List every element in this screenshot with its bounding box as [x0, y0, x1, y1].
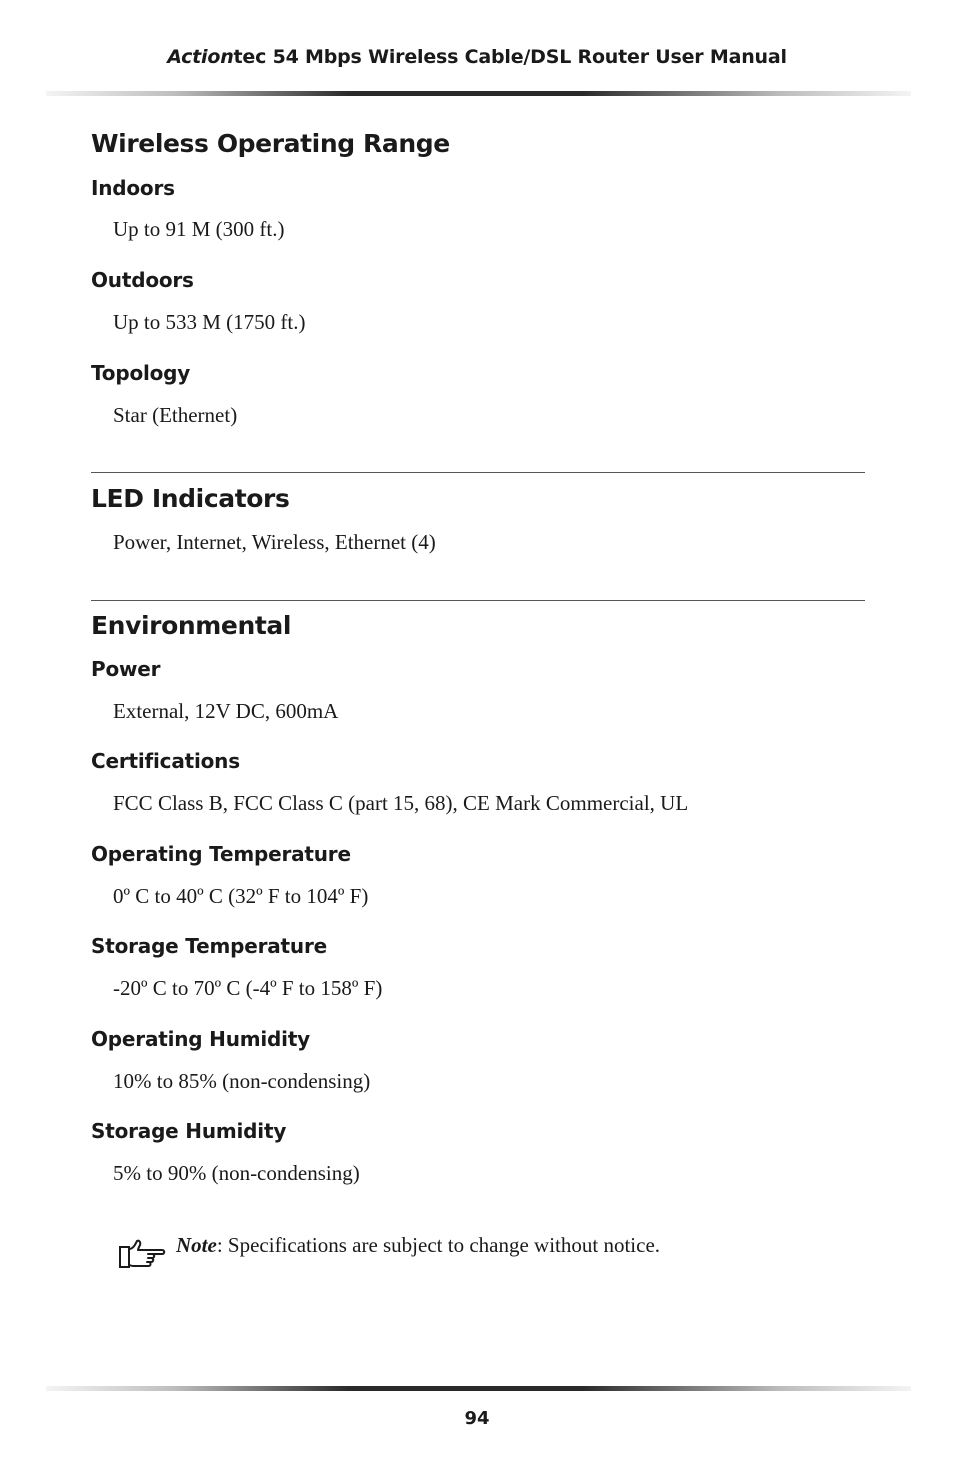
certifications-value: FCC Class B, FCC Class C (part 15, 68), CE Mark Commercial, UL [113, 791, 689, 815]
operating-temperature-value: 0º C to 40º C (32º F to 104º F) [113, 884, 369, 908]
section-divider [91, 600, 865, 601]
indoors-label: Indoors [91, 176, 175, 200]
power-label: Power [91, 657, 161, 681]
topology-label: Topology [91, 361, 191, 385]
note [118, 1235, 660, 1269]
environmental-heading: Environmental [91, 611, 292, 640]
note-body: : Specifications are subject to change without notice. [216, 1233, 661, 1257]
header-brand-italic: Action [167, 46, 234, 68]
pointing-hand-icon [118, 1239, 170, 1269]
indoors-value: Up to 91 M (300 ft.) [113, 217, 285, 241]
power-value: External, 12V DC, 600mA [113, 699, 339, 723]
operating-humidity-value: 10% to 85% (non-condensing) [113, 1069, 371, 1093]
storage-humidity-value: 5% to 90% (non-condensing) [113, 1161, 360, 1185]
led-indicators-value: Power, Internet, Wireless, Ethernet (4) [113, 530, 436, 554]
storage-temperature-value: -20º C to 70º C (-4º F to 158º F) [113, 976, 383, 1000]
page-header [0, 46, 954, 68]
header-title-rest: tec 54 Mbps Wireless Cable/DSL Router User Manual [233, 46, 787, 68]
operating-temperature-label: Operating Temperature [91, 842, 351, 866]
section-divider [91, 472, 865, 473]
page-number: 94 [464, 1408, 490, 1429]
footer-rule [46, 1386, 911, 1391]
led-indicators-heading: LED Indicators [91, 484, 290, 513]
wireless-range-heading: Wireless Operating Range [91, 129, 450, 158]
outdoors-label: Outdoors [91, 268, 194, 292]
outdoors-value: Up to 533 M (1750 ft.) [113, 310, 306, 334]
note-label: Note [176, 1233, 217, 1257]
certifications-label: Certifications [91, 749, 240, 773]
note-text [176, 1235, 660, 1256]
topology-value: Star (Ethernet) [113, 403, 238, 427]
storage-temperature-label: Storage Temperature [91, 934, 327, 958]
header-rule [46, 91, 911, 96]
storage-humidity-label: Storage Humidity [91, 1119, 287, 1143]
operating-humidity-label: Operating Humidity [91, 1027, 311, 1051]
